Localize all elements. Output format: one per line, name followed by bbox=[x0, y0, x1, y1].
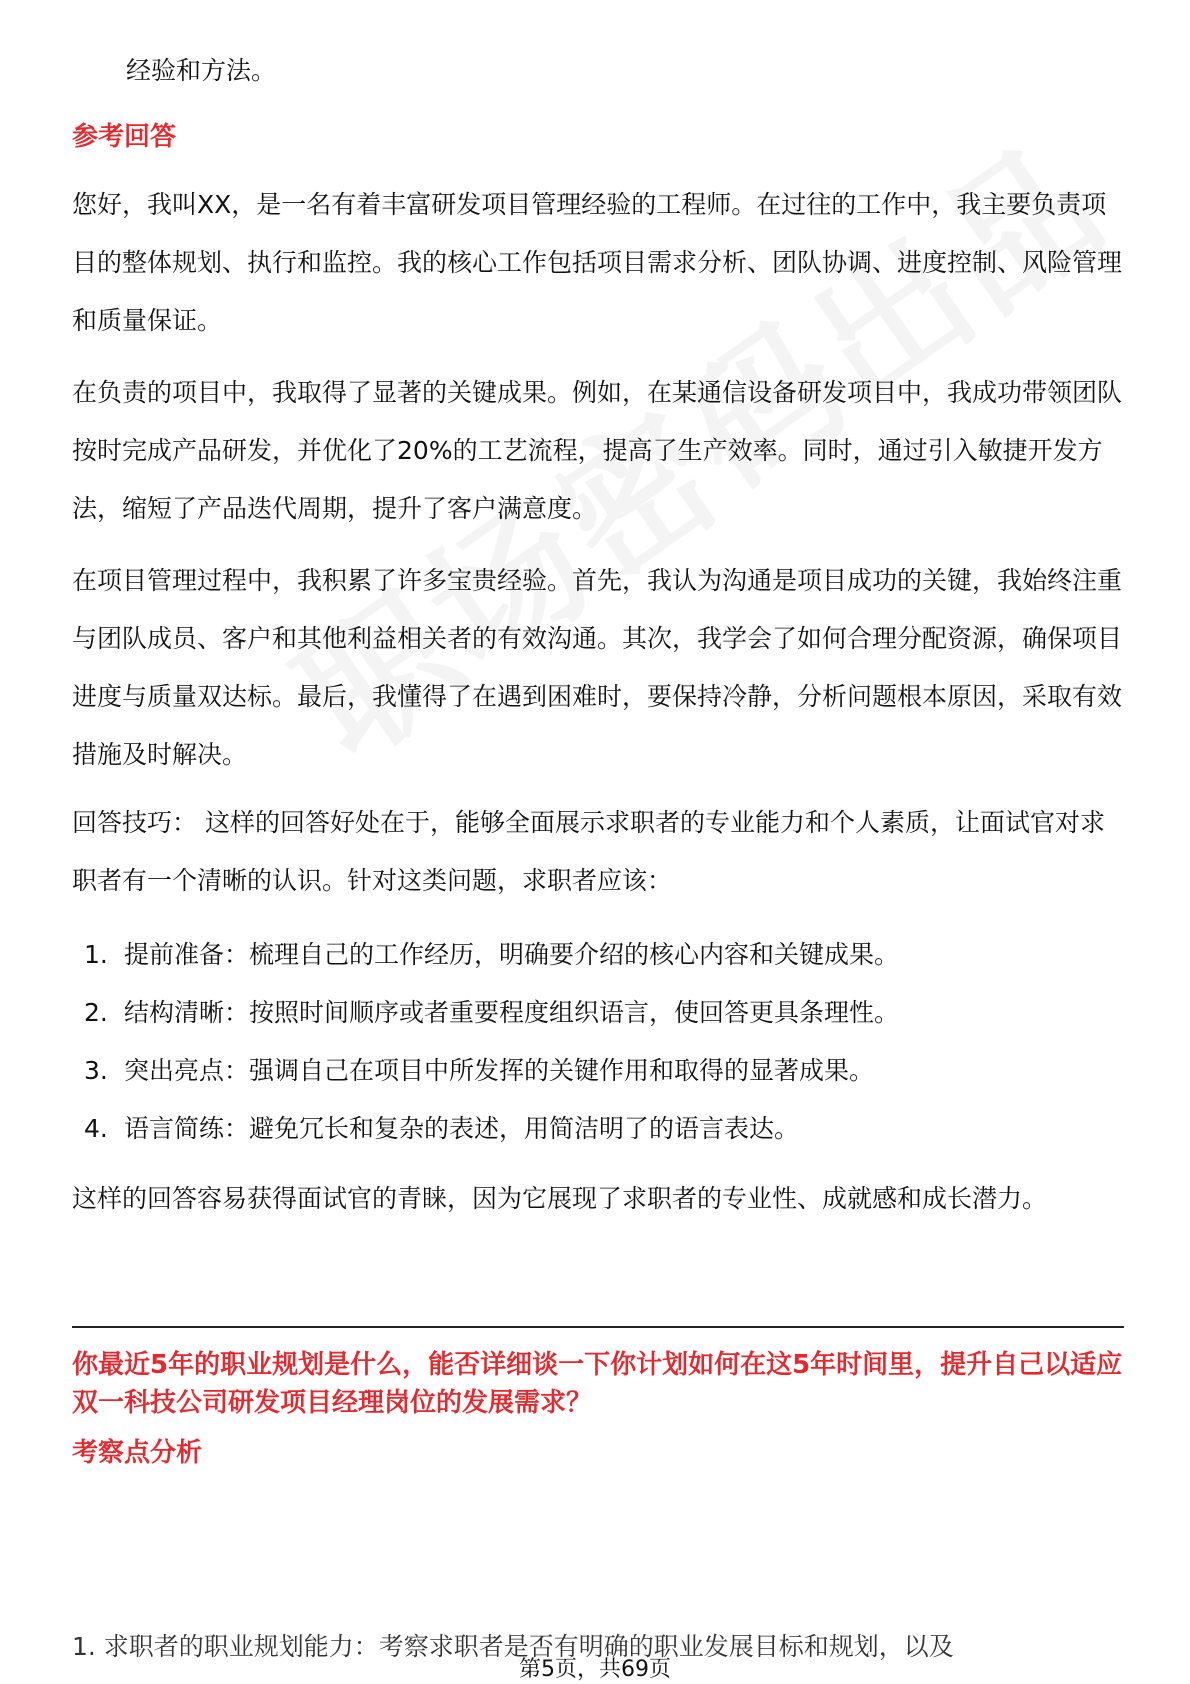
list-item bbox=[72, 1042, 1124, 1100]
list-item-number: 4. bbox=[84, 1114, 108, 1143]
section-divider bbox=[72, 1326, 1124, 1328]
continuation-text: 经验和方法。 bbox=[126, 56, 277, 85]
list-item bbox=[72, 926, 1124, 984]
closing-paragraph: 这样的回答容易获得面试官的青睐，因为它展现了求职者的专业性、成就感和成长潜力。 bbox=[72, 1184, 1048, 1213]
analysis-heading: 考察点分析 bbox=[72, 1438, 203, 1468]
list-item bbox=[72, 1100, 1124, 1158]
tips-list bbox=[72, 926, 1124, 1158]
list-item-text: 结构清晰：按照时间顺序或者重要程度组织语言，使回答更具条理性。 bbox=[124, 998, 900, 1027]
next-question-heading: 你最近5年的职业规划是什么，能否详细谈一下你计划如何在这5年时间里，提升自己以适应双一科技公司研发项目经理岗位的发展需求？ bbox=[72, 1350, 1123, 1418]
answer-tips-intro: 回答技巧： 这样的回答好处在于，能够全面展示求职者的专业能力和个人素质，让面试官对求职者有一个清晰的认识。针对这类问题，求职者应该： bbox=[72, 808, 1105, 895]
reference-answer-heading: 参考回答 bbox=[72, 122, 177, 152]
list-item-number: 1. bbox=[84, 940, 108, 969]
list-item bbox=[72, 984, 1124, 1042]
list-item-number: 3. bbox=[84, 1056, 108, 1085]
cutoff-list-item: 1. 求职者的职业规划能力：考察求职者是否有明确的职业发展目标和规划，以及 bbox=[72, 1632, 954, 1661]
answer-paragraph-1: 您好，我叫XX，是一名有着丰富研发项目管理经验的工程师。在过往的工作中，我主要负责项目的整体规划、执行和监控。我的核心工作包括项目需求分析、团队协调、进度控制、风险管理和质量保证。 bbox=[72, 190, 1123, 335]
list-item-text: 语言简练：避免冗长和复杂的表述，用简洁明了的语言表达。 bbox=[124, 1114, 800, 1143]
list-item-text: 突出亮点：强调自己在项目中所发挥的关键作用和取得的显著成果。 bbox=[124, 1056, 875, 1085]
answer-paragraph-2: 在负责的项目中，我取得了显著的关键成果。例如，在某通信设备研发项目中，我成功带领团队按时完成产品研发，并优化了20%的工艺流程，提高了生产效率。同时，通过引入敏捷开发方法，缩短了产品迭代周期，提升了客户满意度。 bbox=[72, 378, 1123, 523]
page-footer: 第5页，共69页 bbox=[519, 1657, 671, 1682]
answer-paragraph-3: 在项目管理过程中，我积累了许多宝贵经验。首先，我认为沟通是项目成功的关键，我始终注重与团队成员、客户和其他利益相关者的有效沟通。其次，我学会了如何合理分配资源，确保项目进度与质量双达标。最后，我懂得了在遇到困难时，要保持冷静，分析问题根本原因，采取有效措施及时解决。 bbox=[72, 566, 1123, 769]
list-item-number: 2. bbox=[84, 998, 108, 1027]
list-item-text: 提前准备：梳理自己的工作经历，明确要介绍的核心内容和关键成果。 bbox=[124, 940, 900, 969]
